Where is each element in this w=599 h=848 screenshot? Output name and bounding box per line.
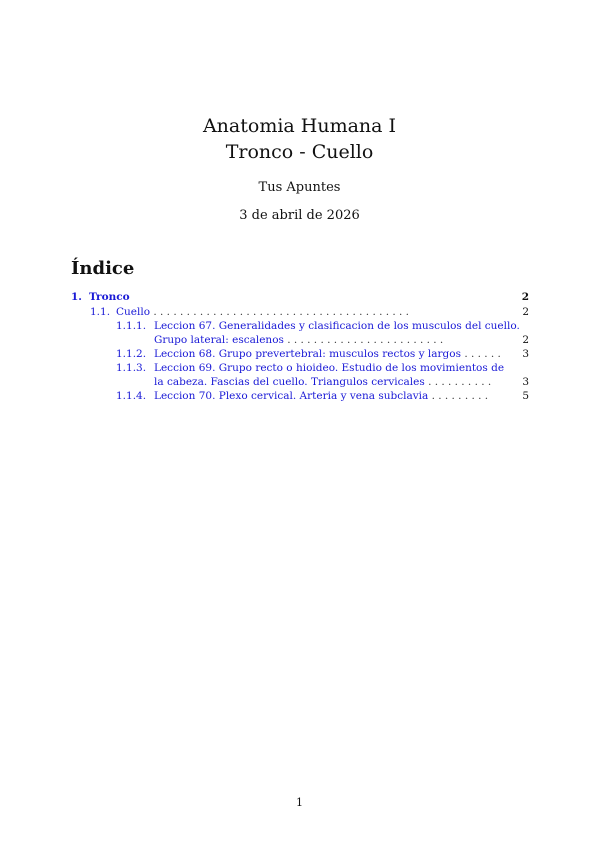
- toc-entry-title-line2[interactable]: la cabeza. Fascias del cuello. Triangulos cervicales ..........: [154, 376, 495, 388]
- toc-entry-page: 2: [522, 334, 529, 346]
- toc-entry-title[interactable]: Cuello .......................................: [116, 306, 413, 318]
- toc-entry-leccion-67[interactable]: [71, 319, 529, 347]
- toc-entry-number: 1.1.1.: [116, 320, 147, 332]
- toc-leader-dots: .........: [431, 390, 492, 402]
- toc-entry-leccion-68[interactable]: [71, 347, 529, 361]
- document-subtitle: Tronco - Cuello: [225, 141, 374, 163]
- toc-entry-number: 1.: [71, 291, 82, 303]
- document-author: Tus Apuntes: [258, 180, 341, 195]
- toc-entry-title-line1[interactable]: Leccion 69. Grupo recto o hioideo. Estudio de los movimientos de: [154, 362, 505, 374]
- toc-entry-leccion-69[interactable]: [71, 361, 529, 389]
- toc-entry-cuello[interactable]: [71, 305, 529, 319]
- page-number: 1: [296, 796, 303, 809]
- toc-entry-title-line1[interactable]: Leccion 67. Generalidades y clasificacion de los musculos del cuello.: [154, 320, 520, 332]
- toc-leader-dots: .......................................: [153, 306, 413, 318]
- toc-leader-dots: ..........: [428, 376, 495, 388]
- toc-entry-title[interactable]: Leccion 70. Plexo cervical. Arteria y vena subclavia .........: [154, 390, 492, 402]
- toc-entry-page: 3: [522, 348, 529, 360]
- toc-leader-dots: ........................: [287, 334, 447, 346]
- toc-entry-title-line2[interactable]: Grupo lateral: escalenos ........................: [154, 334, 447, 346]
- toc-entry-number: 1.1.: [90, 306, 111, 318]
- toc-entry-page: 2: [522, 306, 529, 318]
- table-of-contents: [71, 290, 529, 403]
- toc-entry-page: 5: [522, 390, 529, 402]
- toc-entry-title[interactable]: Leccion 68. Grupo prevertebral: musculos rectos y largos ......: [154, 348, 505, 360]
- toc-entry-page: 2: [521, 291, 529, 303]
- document-date: 3 de abril de 2026: [239, 208, 360, 223]
- toc-entry-number: 1.1.2.: [116, 348, 147, 360]
- toc-entry-number: 1.1.3.: [116, 362, 147, 374]
- document-title: Anatomia Humana I: [202, 115, 397, 137]
- toc-entry-number: 1.1.4.: [116, 390, 147, 402]
- toc-heading: Índice: [71, 258, 135, 279]
- toc-entry-tronco[interactable]: [71, 290, 529, 305]
- toc-entry-title[interactable]: Tronco: [89, 291, 130, 303]
- toc-leader-dots: ......: [464, 348, 505, 360]
- toc-entry-leccion-70[interactable]: [71, 389, 529, 403]
- toc-entry-page: 3: [522, 376, 529, 388]
